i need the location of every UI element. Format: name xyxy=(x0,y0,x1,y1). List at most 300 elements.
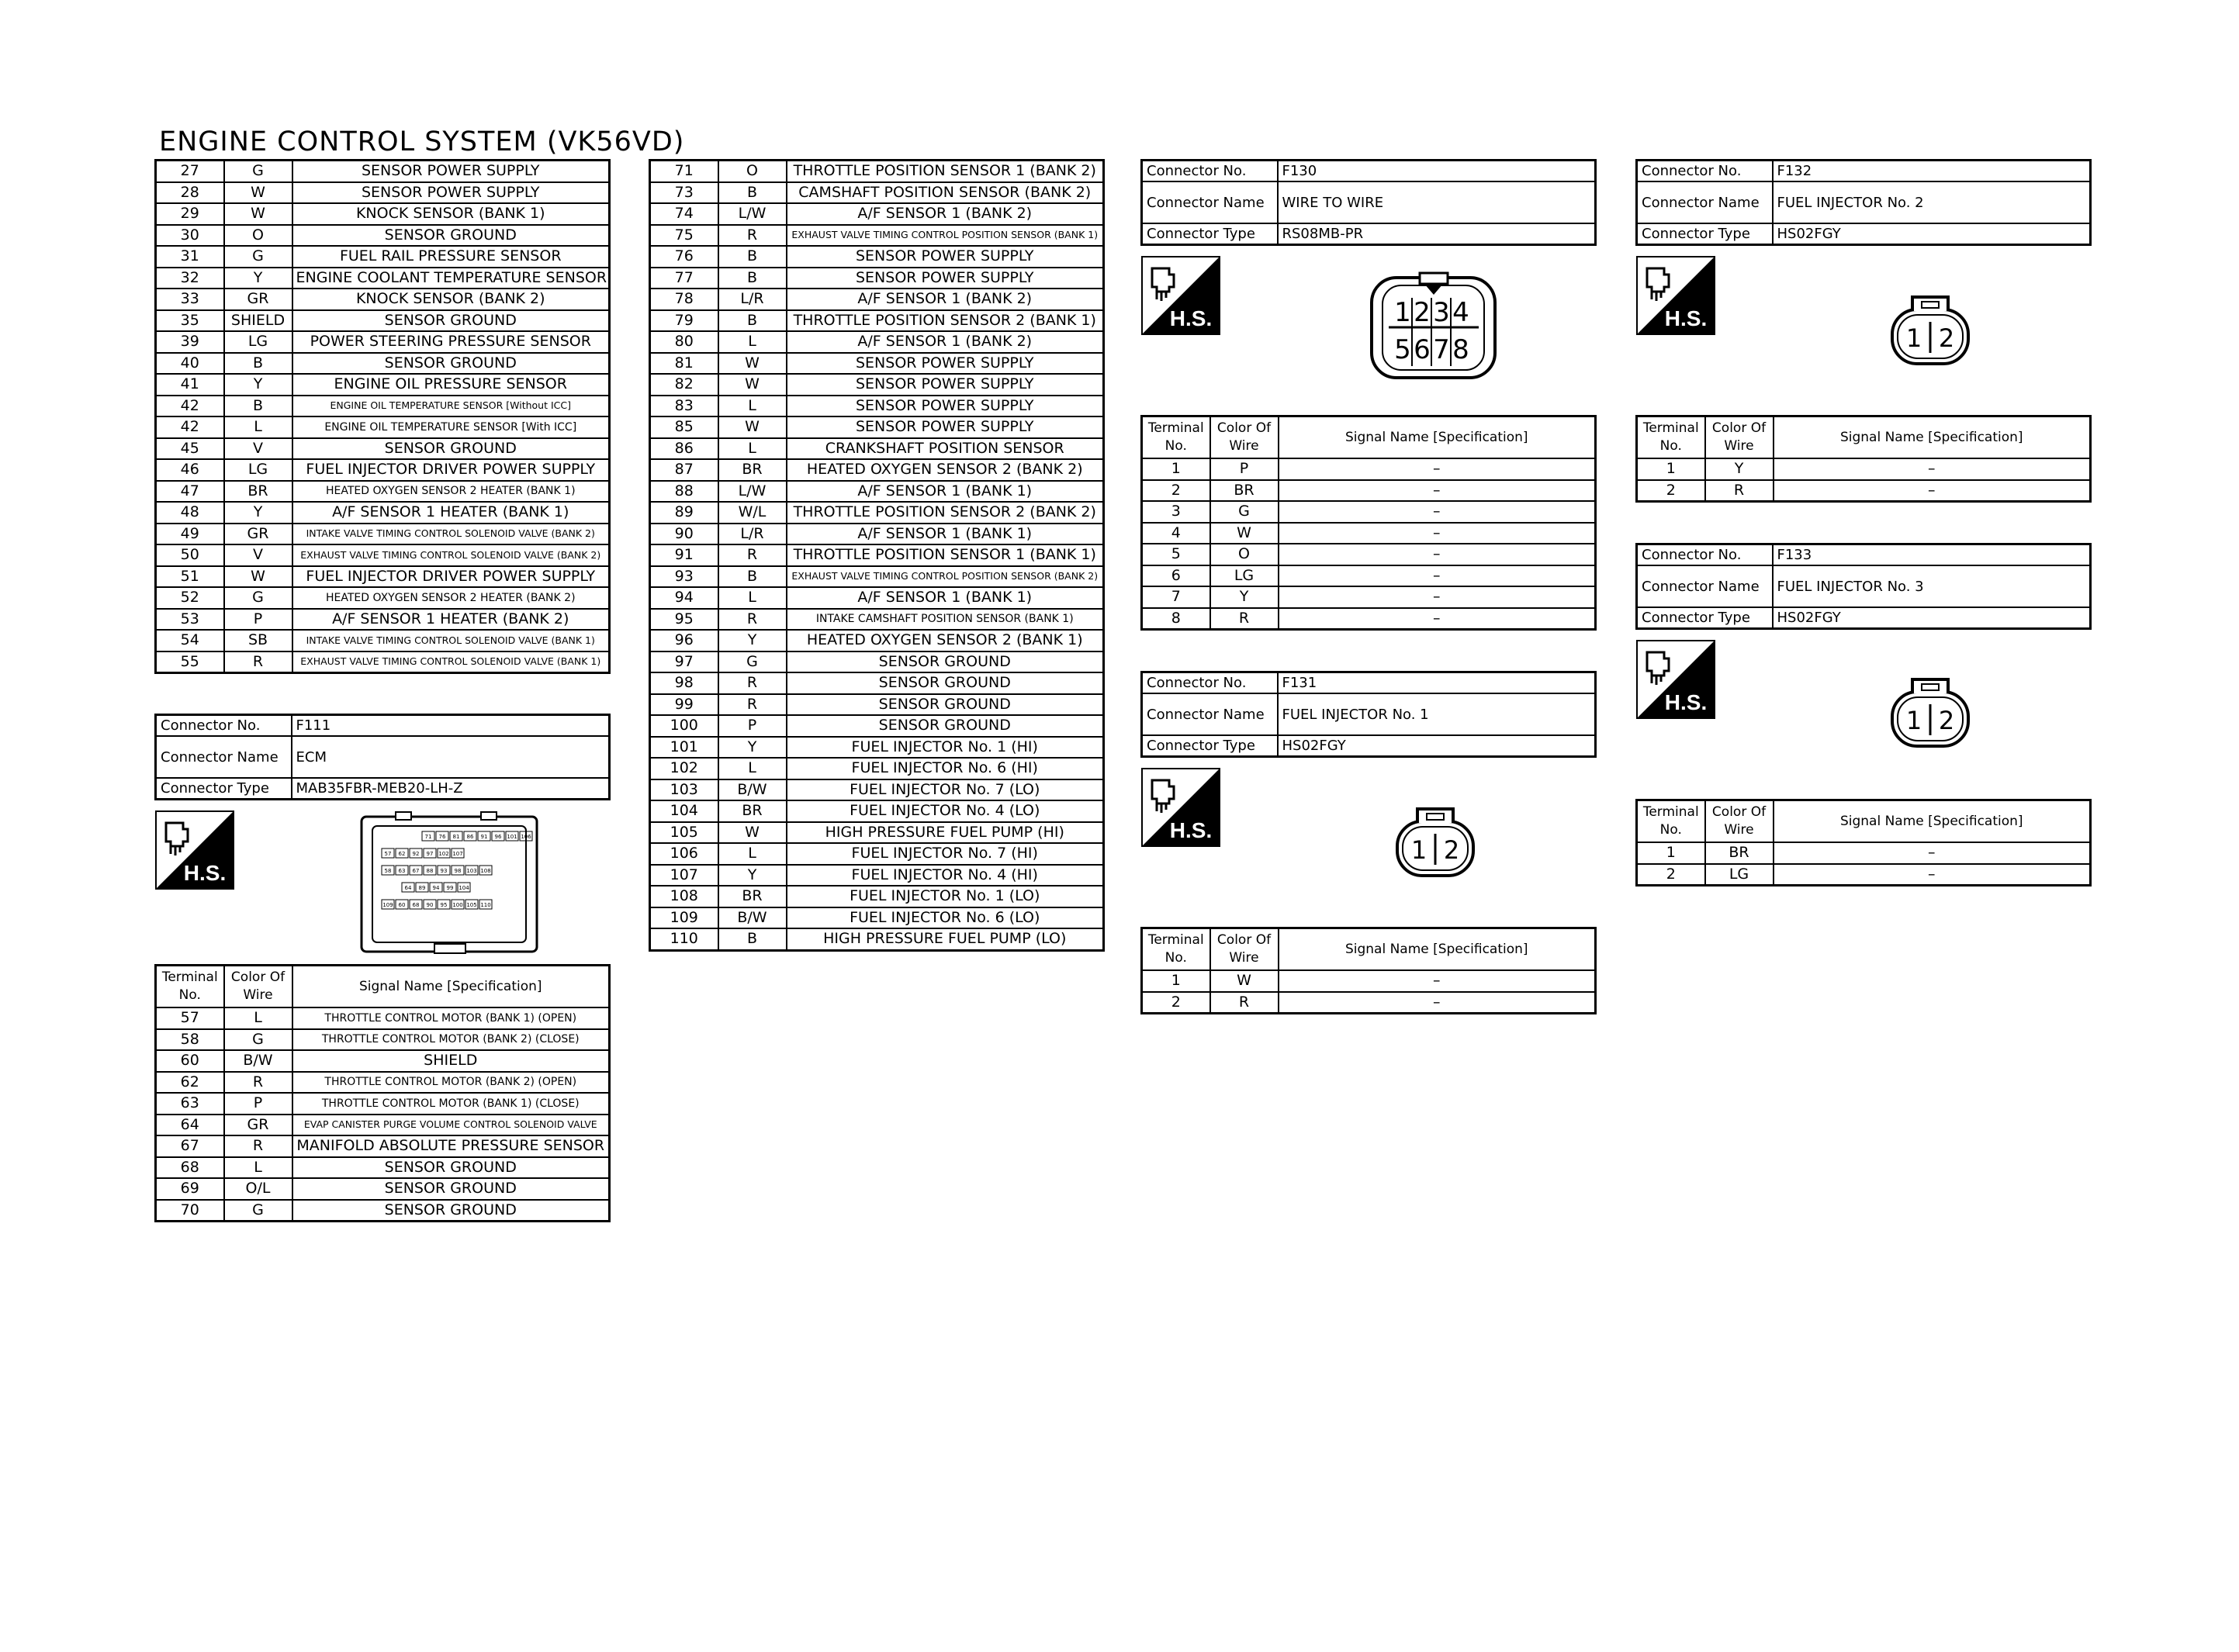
terminal-no-cell: 102 xyxy=(650,758,718,779)
connector-name-value: FUEL INJECTOR No. 2 xyxy=(1773,181,2091,223)
pin-number-label: 2 xyxy=(1938,706,1955,735)
terminal-no-cell: 49 xyxy=(156,524,224,545)
terminal-no-cell: 3 xyxy=(1142,501,1210,523)
hs-harness-side-icon xyxy=(155,810,234,890)
signal-name-cell: EXHAUST VALVE TIMING CONTROL SOLENOID VALVE (BANK 2) xyxy=(292,544,610,566)
wire-color-cell: Y xyxy=(718,865,787,886)
wire-color-cell: W xyxy=(1210,970,1279,992)
connector-name-value: WIRE TO WIRE xyxy=(1278,181,1596,223)
connector-no-label: Connector No. xyxy=(1637,161,1773,182)
f130-connector-face-image xyxy=(1365,271,1501,384)
terminal-no-cell: 101 xyxy=(650,737,718,759)
connector-type-value: HS02FGY xyxy=(1278,735,1596,757)
terminal-no-cell: 83 xyxy=(650,396,718,417)
terminal-no-cell: 79 xyxy=(650,310,718,332)
pin-number-label: 98 xyxy=(454,868,462,874)
pin-row xyxy=(1637,480,2091,502)
terminal-no-cell: 30 xyxy=(156,225,224,247)
signal-header: Signal Name [Specification] xyxy=(1774,416,2091,459)
signal-name-cell: ENGINE COOLANT TEMPERATURE SENSOR xyxy=(292,268,610,289)
wire-color-cell: B/W xyxy=(224,1050,292,1072)
pin-number-label: 2 xyxy=(1938,323,1955,353)
wire-color-cell: W xyxy=(718,416,787,438)
wire-color-cell: BR xyxy=(718,459,787,481)
pin-number-label: 57 xyxy=(384,851,392,857)
pin-row xyxy=(650,182,1104,204)
wire-color-cell: LG xyxy=(1210,565,1279,587)
pin-row xyxy=(1142,992,1596,1014)
signal-name-cell: A/F SENSOR 1 (BANK 1) xyxy=(787,481,1104,503)
pin-number-label: 97 xyxy=(426,851,434,857)
pin-row xyxy=(156,459,610,481)
pin-row xyxy=(1637,842,2091,864)
pin-row xyxy=(650,715,1104,737)
wire-color-cell: G xyxy=(224,246,292,268)
signal-name-cell: THROTTLE CONTROL MOTOR (BANK 1) (CLOSE) xyxy=(292,1093,610,1115)
pin-number-label: 64 xyxy=(404,885,412,891)
pin-row xyxy=(156,587,610,609)
connector-type-label: Connector Type xyxy=(1142,735,1278,757)
pin-number-label: 2 xyxy=(1443,835,1460,865)
pin-number-label: 95 xyxy=(440,902,448,908)
terminal-no-cell: 104 xyxy=(650,800,718,822)
pin-row xyxy=(650,225,1104,247)
signal-name-cell: – xyxy=(1279,970,1596,992)
pin-number-label: 96 xyxy=(494,834,502,840)
terminal-no-cell: 42 xyxy=(156,416,224,438)
pin-row xyxy=(650,268,1104,289)
pin-row xyxy=(156,225,610,247)
pin-row xyxy=(650,161,1104,182)
signal-name-cell: SENSOR GROUND xyxy=(787,651,1104,673)
terminal-no-cell: 95 xyxy=(650,609,718,631)
wire-color-cell: L/W xyxy=(718,481,787,503)
wire-color-cell: L xyxy=(718,396,787,417)
wire-color-cell: L/R xyxy=(718,289,787,310)
wire-color-cell: GR xyxy=(224,1115,292,1136)
pin-row xyxy=(156,1050,610,1072)
signal-name-cell: – xyxy=(1279,501,1596,523)
terminal-no-cell: 91 xyxy=(650,544,718,566)
signal-header: Signal Name [Specification] xyxy=(292,966,610,1008)
pin-row xyxy=(156,651,610,673)
pin-row xyxy=(650,800,1104,822)
pin-number-label: 67 xyxy=(412,868,420,874)
terminal-no-cell: 70 xyxy=(156,1200,224,1222)
wire-color-cell: L xyxy=(718,331,787,353)
wire-color-cell: B xyxy=(718,182,787,204)
terminal-no-cell: 98 xyxy=(650,672,718,694)
wire-color-cell: R xyxy=(224,1135,292,1157)
pin-row xyxy=(650,928,1104,950)
pin-row xyxy=(156,481,610,503)
terminal-no-cell: 71 xyxy=(650,161,718,182)
pin-number-label: 5 xyxy=(1394,334,1411,365)
terminal-no-cell: 40 xyxy=(156,353,224,375)
pin-number-label: 8 xyxy=(1452,334,1469,365)
wire-color-cell: L xyxy=(224,416,292,438)
pin-row xyxy=(650,630,1104,651)
terminal-no-cell: 106 xyxy=(650,843,718,865)
pin-row xyxy=(156,524,610,545)
pin-row xyxy=(650,694,1104,716)
signal-name-cell: INTAKE VALVE TIMING CONTROL SOLENOID VALVE (BANK 1) xyxy=(292,630,610,651)
terminal-no-cell: 57 xyxy=(156,1007,224,1029)
terminal-no-cell: 99 xyxy=(650,694,718,716)
wire-color-cell: B xyxy=(718,928,787,950)
terminal-no-cell: 33 xyxy=(156,289,224,310)
signal-name-cell: FUEL INJECTOR No. 7 (HI) xyxy=(787,843,1104,865)
wire-color-cell: GR xyxy=(224,524,292,545)
signal-name-cell: – xyxy=(1279,586,1596,608)
pin-number-label: 62 xyxy=(398,851,406,857)
terminal-no-cell: 75 xyxy=(650,225,718,247)
wire-color-cell: W xyxy=(1210,523,1279,544)
signal-name-cell: HIGH PRESSURE FUEL PUMP (LO) xyxy=(787,928,1104,950)
pin-number-label: 86 xyxy=(466,834,474,840)
terminal-header: Terminal No. xyxy=(156,966,224,1008)
wire-color-cell: V xyxy=(224,438,292,460)
wire-color-cell: Y xyxy=(1210,586,1279,608)
signal-name-cell: HEATED OXYGEN SENSOR 2 HEATER (BANK 1) xyxy=(292,481,610,503)
signal-name-cell: EVAP CANISTER PURGE VOLUME CONTROL SOLENOID VALVE xyxy=(292,1115,610,1136)
signal-name-cell: CRANKSHAFT POSITION SENSOR xyxy=(787,438,1104,460)
pin-row xyxy=(156,182,610,204)
signal-name-cell: – xyxy=(1279,523,1596,544)
connector-type-label: Connector Type xyxy=(1637,223,1773,245)
signal-name-cell: – xyxy=(1774,842,2091,864)
f133-pins-table xyxy=(1635,799,2092,886)
terminal-no-cell: 69 xyxy=(156,1178,224,1200)
signal-name-cell: – xyxy=(1774,480,2091,502)
terminal-no-cell: 5 xyxy=(1142,544,1210,565)
wire-color-cell: LG xyxy=(1705,864,1774,886)
wire-color-cell: L xyxy=(224,1007,292,1029)
terminal-no-cell: 48 xyxy=(156,502,224,524)
terminal-no-cell: 53 xyxy=(156,609,224,631)
terminal-no-cell: 100 xyxy=(650,715,718,737)
pin-row xyxy=(1142,586,1596,608)
terminal-no-cell: 2 xyxy=(1637,480,1705,502)
f132-info-block xyxy=(1635,159,2092,246)
pin-row xyxy=(650,737,1104,759)
pin-number-label: 99 xyxy=(446,885,454,891)
pin-number-label: 7 xyxy=(1433,334,1450,365)
f133-connector-face-image xyxy=(1888,673,1973,751)
wire-color-cell: P xyxy=(1210,458,1279,480)
signal-name-cell: – xyxy=(1774,458,2091,480)
pin-number-label: 103 xyxy=(466,868,477,874)
terminal-no-cell: 1 xyxy=(1637,458,1705,480)
color-header: Color Of Wire xyxy=(1705,800,1774,843)
pin-row xyxy=(650,310,1104,332)
hs-harness-side-icon xyxy=(1141,256,1220,335)
pin-number-label: 81 xyxy=(452,834,460,840)
pin-number-label: 68 xyxy=(412,902,420,908)
connector-name-value: FUEL INJECTOR No. 1 xyxy=(1278,693,1596,735)
terminal-no-cell: 78 xyxy=(650,289,718,310)
terminal-no-cell: 93 xyxy=(650,566,718,588)
signal-name-cell: CAMSHAFT POSITION SENSOR (BANK 2) xyxy=(787,182,1104,204)
terminal-no-cell: 109 xyxy=(650,907,718,929)
pin-number-label: 76 xyxy=(438,834,446,840)
terminal-no-cell: 39 xyxy=(156,331,224,353)
pin-row xyxy=(650,353,1104,375)
hs-label: H.S. xyxy=(1664,690,1708,714)
terminal-no-cell: 51 xyxy=(156,566,224,588)
terminal-no-cell: 108 xyxy=(650,886,718,907)
wire-color-cell: B xyxy=(224,396,292,417)
terminal-no-cell: 27 xyxy=(156,161,224,182)
signal-name-cell: A/F SENSOR 1 (BANK 2) xyxy=(787,331,1104,353)
terminal-no-cell: 2 xyxy=(1637,864,1705,886)
pin-number-label: 89 xyxy=(418,885,426,891)
terminal-no-cell: 74 xyxy=(650,203,718,225)
signal-name-cell: – xyxy=(1774,864,2091,886)
signal-name-cell: HEATED OXYGEN SENSOR 2 (BANK 2) xyxy=(787,459,1104,481)
terminal-header: Terminal No. xyxy=(1637,800,1705,843)
terminal-no-cell: 97 xyxy=(650,651,718,673)
terminal-no-cell: 81 xyxy=(650,353,718,375)
pin-row xyxy=(1142,544,1596,565)
wire-color-cell: R xyxy=(1210,992,1279,1014)
wire-color-cell: BR xyxy=(718,800,787,822)
pin-row xyxy=(156,310,610,332)
signal-name-cell: KNOCK SENSOR (BANK 2) xyxy=(292,289,610,310)
wire-color-cell: O/L xyxy=(224,1178,292,1200)
connector-no-label: Connector No. xyxy=(156,715,292,737)
terminal-no-cell: 88 xyxy=(650,481,718,503)
pin-row xyxy=(1142,501,1596,523)
pin-number-label: 94 xyxy=(432,885,440,891)
pin-row xyxy=(650,331,1104,353)
terminal-no-cell: 85 xyxy=(650,416,718,438)
pin-number-label: 1 xyxy=(1905,323,1922,353)
pin-row xyxy=(156,1200,610,1222)
wire-color-cell: BR xyxy=(1210,480,1279,502)
wire-color-cell: G xyxy=(224,587,292,609)
pin-row xyxy=(650,438,1104,460)
pin-number-label: 58 xyxy=(384,868,392,874)
wire-color-cell: W xyxy=(718,353,787,375)
signal-name-cell: – xyxy=(1279,992,1596,1014)
connector-name-value: ECM xyxy=(292,736,610,778)
pin-row xyxy=(650,779,1104,801)
terminal-no-cell: 54 xyxy=(156,630,224,651)
pin-row xyxy=(1142,523,1596,544)
signal-name-cell: SENSOR GROUND xyxy=(292,353,610,375)
signal-name-cell: SENSOR POWER SUPPLY xyxy=(787,268,1104,289)
pin-row xyxy=(650,651,1104,673)
terminal-no-cell: 62 xyxy=(156,1072,224,1094)
signal-name-cell: – xyxy=(1279,544,1596,565)
terminal-no-cell: 73 xyxy=(650,182,718,204)
pin-row xyxy=(650,396,1104,417)
pin-row xyxy=(156,1178,610,1200)
pin-row xyxy=(650,609,1104,631)
signal-name-cell: EXHAUST VALVE TIMING CONTROL SOLENOID VALVE (BANK 1) xyxy=(292,651,610,673)
signal-name-cell: HIGH PRESSURE FUEL PUMP (HI) xyxy=(787,822,1104,844)
pin-row xyxy=(650,843,1104,865)
terminal-no-cell: 64 xyxy=(156,1115,224,1136)
terminal-no-cell: 90 xyxy=(650,524,718,545)
f132-pins-table xyxy=(1635,415,2092,503)
signal-name-cell: EXHAUST VALVE TIMING CONTROL POSITION SENSOR (BANK 1) xyxy=(787,225,1104,247)
connector-name-label: Connector Name xyxy=(1142,181,1278,223)
pin-number-label: 101 xyxy=(507,834,517,840)
terminal-no-cell: 63 xyxy=(156,1093,224,1115)
wire-color-cell: W/L xyxy=(718,502,787,524)
signal-header: Signal Name [Specification] xyxy=(1279,416,1596,459)
terminal-no-cell: 94 xyxy=(650,587,718,609)
pin-number-label: 1 xyxy=(1394,297,1411,328)
hs-harness-side-icon xyxy=(1636,256,1715,335)
pin-number-label: 71 xyxy=(424,834,432,840)
terminal-header: Terminal No. xyxy=(1142,416,1210,459)
terminal-no-cell: 103 xyxy=(650,779,718,801)
wire-color-cell: LG xyxy=(224,331,292,353)
signal-name-cell: THROTTLE POSITION SENSOR 2 (BANK 2) xyxy=(787,502,1104,524)
f132-info-table xyxy=(1635,159,2092,246)
signal-name-cell: INTAKE CAMSHAFT POSITION SENSOR (BANK 1) xyxy=(787,609,1104,631)
pin-row xyxy=(1142,458,1596,480)
signal-name-cell: FUEL INJECTOR No. 1 (LO) xyxy=(787,886,1104,907)
pin-number-label: 106 xyxy=(521,834,531,840)
connector-type-value: HS02FGY xyxy=(1773,223,2091,245)
signal-name-cell: FUEL INJECTOR No. 7 (LO) xyxy=(787,779,1104,801)
terminal-header: Terminal No. xyxy=(1637,416,1705,459)
pin-number-label: 102 xyxy=(438,851,449,857)
pin-row xyxy=(156,566,610,588)
pin-row xyxy=(650,907,1104,929)
pin-number-label: 105 xyxy=(466,902,477,908)
signal-name-cell: ENGINE OIL PRESSURE SENSOR xyxy=(292,374,610,396)
connector-no-value: F111 xyxy=(292,715,610,737)
signal-name-cell: SHIELD xyxy=(292,1050,610,1072)
pin-row xyxy=(156,1007,610,1029)
signal-name-cell: SENSOR POWER SUPPLY xyxy=(787,353,1104,375)
terminal-no-cell: 76 xyxy=(650,246,718,268)
wire-color-cell: R xyxy=(1210,608,1279,630)
signal-name-cell: THROTTLE POSITION SENSOR 2 (BANK 1) xyxy=(787,310,1104,332)
color-header: Color Of Wire xyxy=(1210,928,1279,971)
hs-harness-side-icon xyxy=(1141,768,1220,847)
f133-pins-block xyxy=(1635,799,2092,886)
wire-color-cell: G xyxy=(224,161,292,182)
wire-color-cell: R xyxy=(224,651,292,673)
pin-number-label: 104 xyxy=(459,885,469,891)
wire-color-cell: G xyxy=(224,1200,292,1222)
terminal-no-cell: 45 xyxy=(156,438,224,460)
pin-row xyxy=(650,502,1104,524)
connector-name-label: Connector Name xyxy=(156,736,292,778)
f132-pins-block xyxy=(1635,415,2092,503)
terminal-no-cell: 2 xyxy=(1142,992,1210,1014)
wire-color-cell: R xyxy=(718,609,787,631)
terminal-no-cell: 55 xyxy=(156,651,224,673)
signal-name-cell: FUEL RAIL PRESSURE SENSOR xyxy=(292,246,610,268)
color-header: Color Of Wire xyxy=(224,966,292,1008)
terminal-no-cell: 8 xyxy=(1142,608,1210,630)
signal-name-cell: SENSOR GROUND xyxy=(292,225,610,247)
pin-number-label: 107 xyxy=(452,851,463,857)
pin-row xyxy=(156,1157,610,1179)
signal-name-cell: – xyxy=(1279,565,1596,587)
signal-name-cell: SENSOR POWER SUPPLY xyxy=(292,161,610,182)
terminal-no-cell: 35 xyxy=(156,310,224,332)
connector-type-label: Connector Type xyxy=(156,778,292,800)
pin-number-label: 91 xyxy=(480,834,488,840)
terminal-no-cell: 58 xyxy=(156,1029,224,1051)
terminal-no-cell: 96 xyxy=(650,630,718,651)
terminal-no-cell: 52 xyxy=(156,587,224,609)
wire-color-cell: B xyxy=(718,246,787,268)
signal-header: Signal Name [Specification] xyxy=(1774,800,2091,843)
terminal-no-cell: 31 xyxy=(156,246,224,268)
ecm-pins-a-table xyxy=(154,159,611,674)
pin-number-label: 6 xyxy=(1414,334,1431,365)
signal-name-cell: THROTTLE POSITION SENSOR 1 (BANK 1) xyxy=(787,544,1104,566)
signal-name-cell: INTAKE VALVE TIMING CONTROL SOLENOID VALVE (BANK 2) xyxy=(292,524,610,545)
signal-name-cell: EXHAUST VALVE TIMING CONTROL POSITION SENSOR (BANK 2) xyxy=(787,566,1104,588)
signal-name-cell: SENSOR GROUND xyxy=(787,715,1104,737)
wire-color-cell: SHIELD xyxy=(224,310,292,332)
wire-color-cell: O xyxy=(224,225,292,247)
signal-name-cell: SENSOR GROUND xyxy=(292,1157,610,1179)
wire-color-cell: Y xyxy=(718,630,787,651)
f130-pins-block xyxy=(1140,415,1597,631)
pin-row xyxy=(1637,864,2091,886)
wire-color-cell: P xyxy=(224,1093,292,1115)
signal-name-cell: ENGINE OIL TEMPERATURE SENSOR [Without ICC] xyxy=(292,396,610,417)
pin-number-label: 90 xyxy=(426,902,434,908)
pin-row xyxy=(156,396,610,417)
terminal-no-cell: 80 xyxy=(650,331,718,353)
signal-name-cell: SENSOR POWER SUPPLY xyxy=(787,246,1104,268)
pin-row xyxy=(650,374,1104,396)
pin-row xyxy=(650,822,1104,844)
pin-number-label: 100 xyxy=(452,902,463,908)
pin-row xyxy=(156,268,610,289)
connector-name-value: FUEL INJECTOR No. 3 xyxy=(1773,565,2091,607)
connector-no-value: F133 xyxy=(1773,544,2091,566)
wire-color-cell: Y xyxy=(224,374,292,396)
terminal-no-cell: 2 xyxy=(1142,480,1210,502)
f130-info-table xyxy=(1140,159,1597,246)
signal-name-cell: MANIFOLD ABSOLUTE PRESSURE SENSOR xyxy=(292,1135,610,1157)
f132-connector-face-image xyxy=(1888,291,1973,368)
signal-name-cell: SENSOR GROUND xyxy=(292,1178,610,1200)
f130-info-block xyxy=(1140,159,1597,246)
terminal-no-cell: 42 xyxy=(156,396,224,417)
signal-name-cell: SENSOR POWER SUPPLY xyxy=(787,396,1104,417)
pin-row xyxy=(156,502,610,524)
pin-number-label: 60 xyxy=(398,902,406,908)
signal-name-cell: SENSOR GROUND xyxy=(787,694,1104,716)
pin-number-label: 108 xyxy=(480,868,491,874)
pin-row xyxy=(156,1072,610,1094)
signal-name-cell: HEATED OXYGEN SENSOR 2 HEATER (BANK 2) xyxy=(292,587,610,609)
wire-color-cell: G xyxy=(718,651,787,673)
signal-name-cell: SENSOR GROUND xyxy=(292,1200,610,1222)
pin-row xyxy=(650,246,1104,268)
connector-no-value: F132 xyxy=(1773,161,2091,182)
terminal-no-cell: 82 xyxy=(650,374,718,396)
connector-no-label: Connector No. xyxy=(1142,672,1278,694)
signal-name-cell: SENSOR GROUND xyxy=(292,310,610,332)
terminal-no-cell: 1 xyxy=(1142,458,1210,480)
color-header: Color Of Wire xyxy=(1210,416,1279,459)
